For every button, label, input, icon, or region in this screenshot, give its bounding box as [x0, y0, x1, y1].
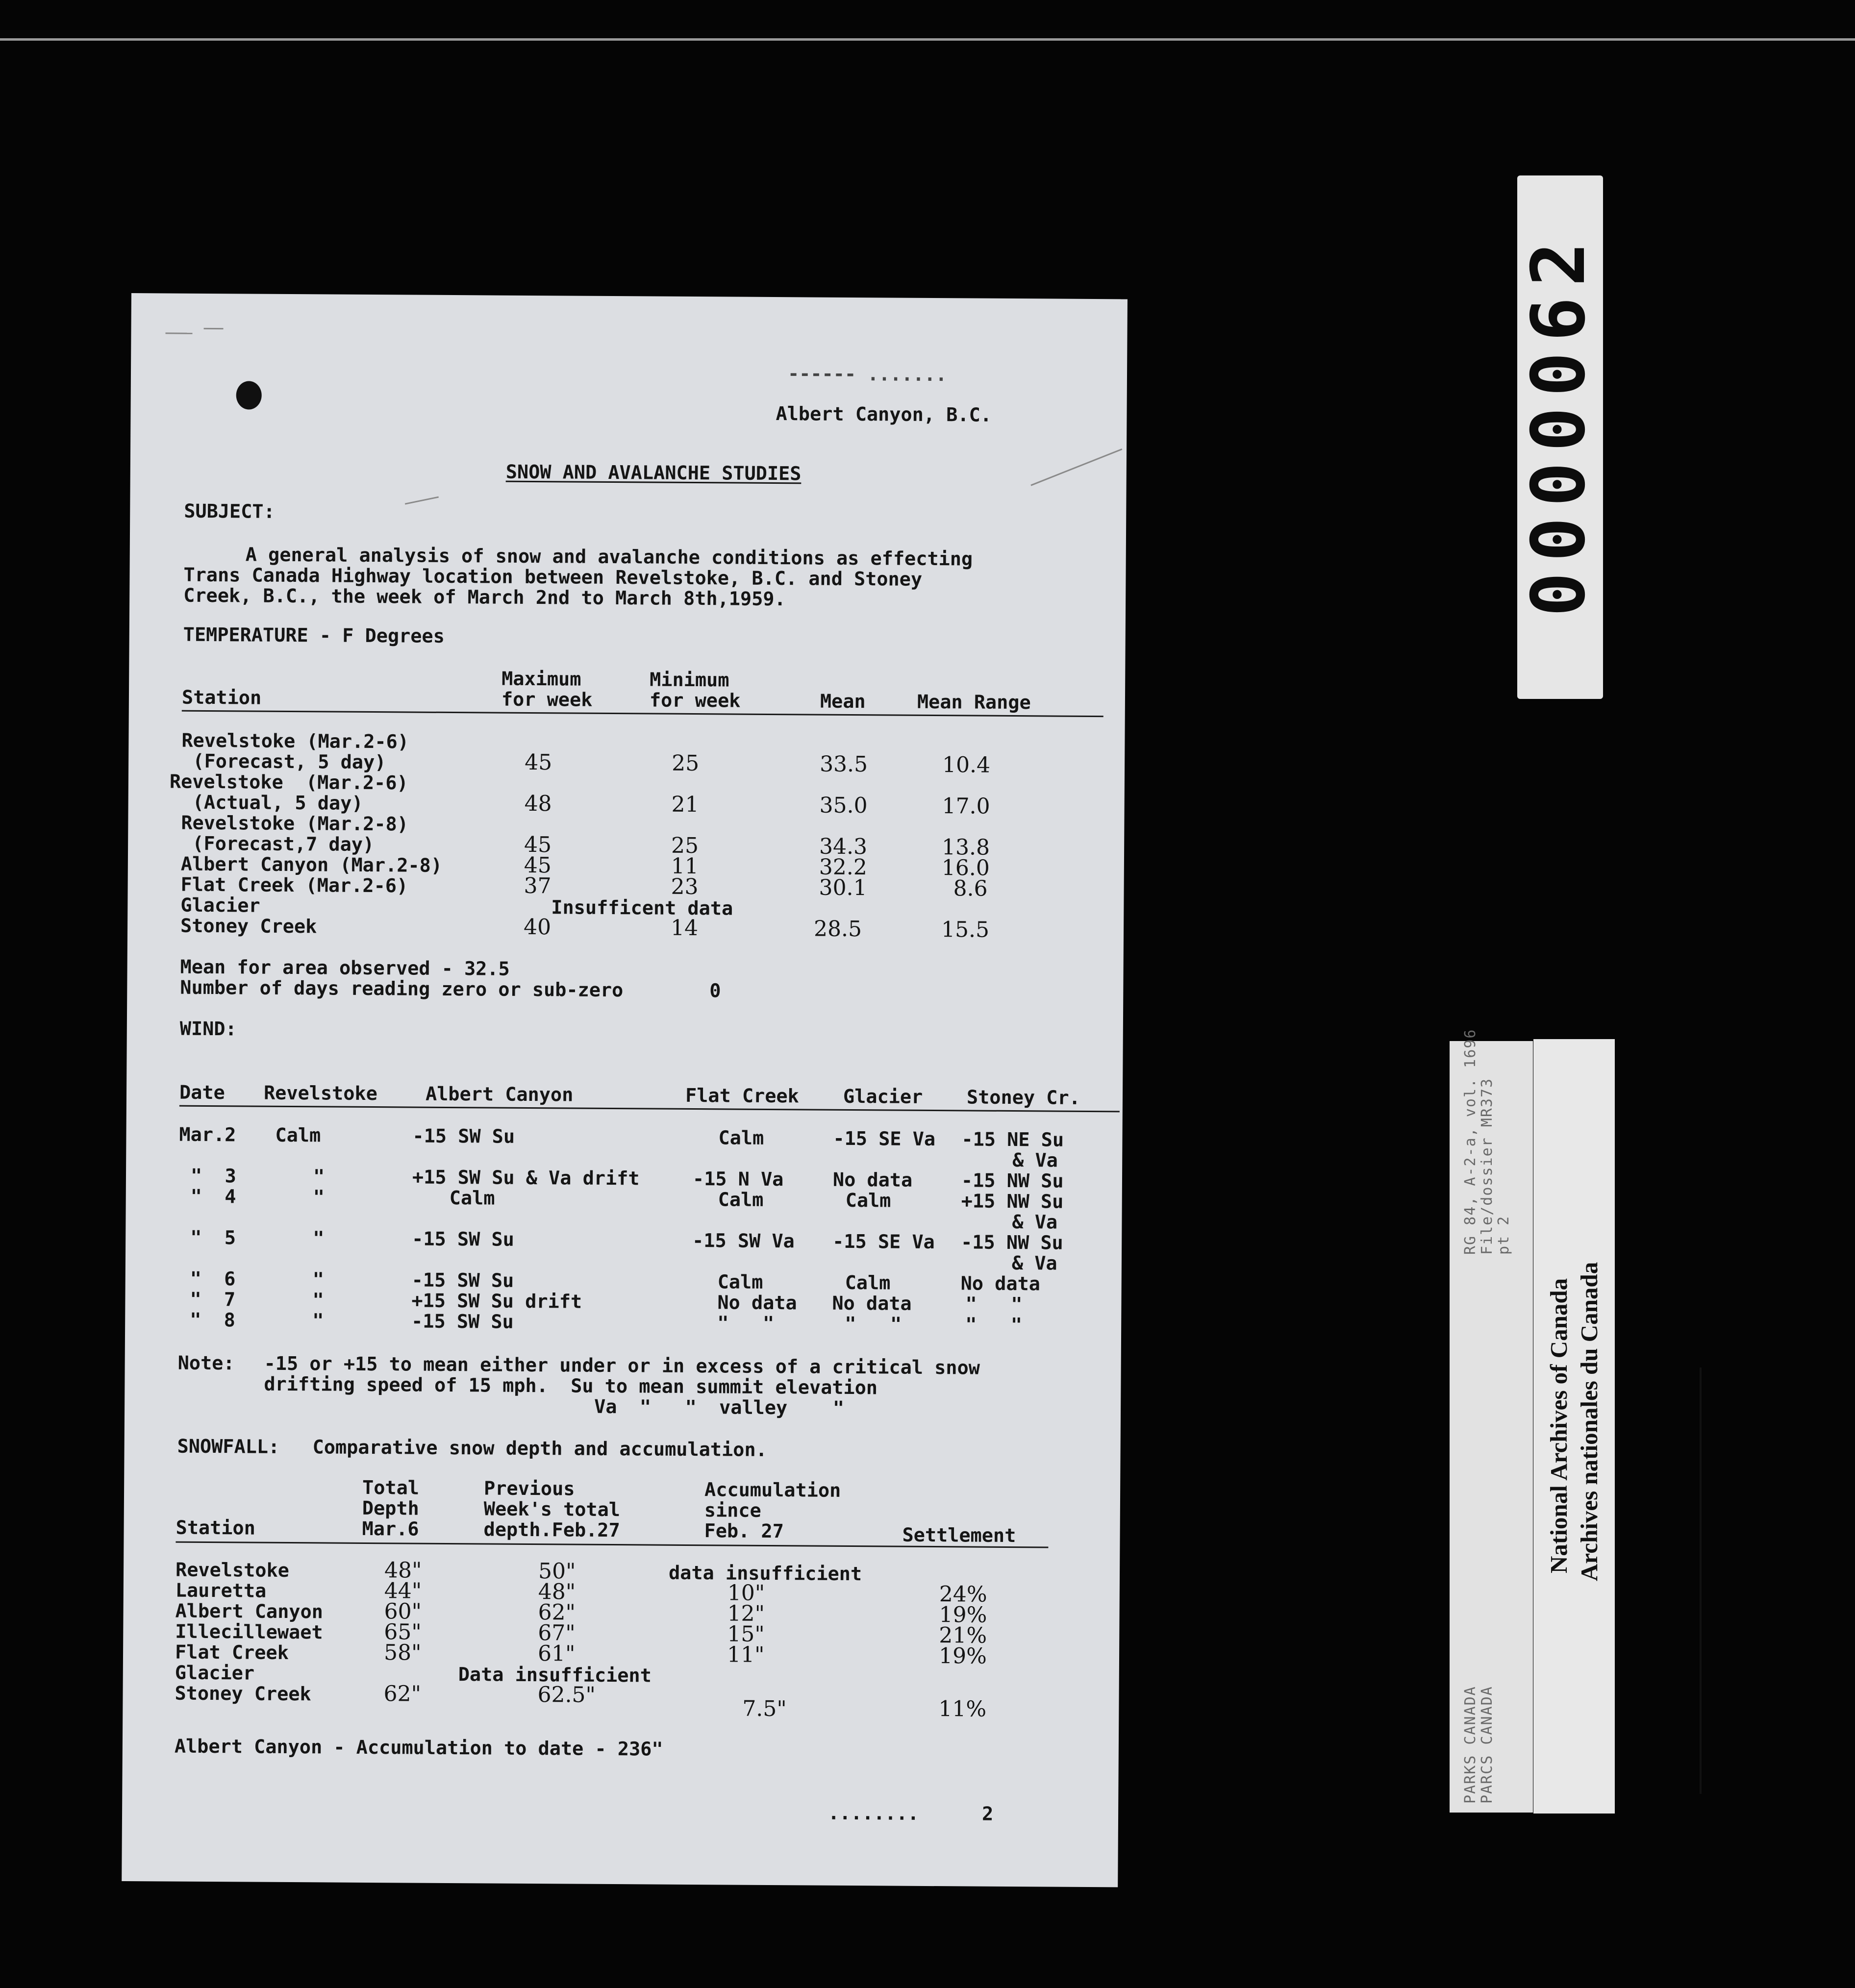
- wind-cell: Calm: [275, 1124, 321, 1147]
- snow-revelstoke-note: data insufficient: [668, 1562, 862, 1586]
- wind-cell: -15 NW Su: [961, 1169, 1064, 1193]
- wind-cell: " 3: [190, 1165, 236, 1188]
- wind-cell: ": [313, 1227, 325, 1250]
- temp-range: 10.4: [942, 752, 991, 778]
- ink-blot: [236, 381, 262, 409]
- temperature-col-range: Mean Range: [917, 691, 1031, 714]
- snow-col-total: Depth: [362, 1497, 419, 1520]
- footer-dots: ........: [827, 1802, 919, 1825]
- wind-col-stoney-creek: Stoney Cr.: [966, 1086, 1080, 1109]
- snow-total: 65": [384, 1619, 422, 1645]
- wind-col-flat-creek: Flat Creek: [685, 1084, 799, 1108]
- snowfall-heading: SNOWFALL:: [177, 1435, 280, 1458]
- wind-col-glacier: Glacier: [843, 1085, 923, 1108]
- temp-mean: 30.1: [819, 875, 867, 901]
- wind-cell: No data: [717, 1292, 797, 1315]
- snow-col-accumulation: Accumulation: [704, 1479, 841, 1502]
- snow-settlement: 11%: [938, 1696, 987, 1722]
- temp-station: (Forecast, 5 day): [181, 750, 386, 774]
- reference-line: pt 2: [1495, 1215, 1512, 1255]
- snow-accum: 12": [727, 1601, 765, 1626]
- wind-col-albert-canyon: Albert Canyon: [425, 1083, 574, 1106]
- temperature-col-station: Station: [181, 686, 262, 709]
- top-border-line: [0, 38, 1855, 41]
- wind-cell: -15 SW Su: [411, 1310, 514, 1333]
- wind-note-line: drifting speed of 15 mph. Su to mean summit elevation: [264, 1373, 878, 1399]
- wind-cell: " ": [965, 1293, 1023, 1316]
- snow-settlement: 19%: [939, 1602, 987, 1628]
- document-page: [122, 293, 1128, 1887]
- temperature-col-max: Maximum: [501, 668, 581, 691]
- archives-name-en: National Archives of Canada: [1545, 1278, 1572, 1573]
- wind-cell: +15 SW Su drift: [411, 1290, 582, 1313]
- zero-days-label: Number of days reading zero or sub-zero: [180, 976, 624, 1002]
- wind-cell: -15 SW Su: [412, 1228, 514, 1251]
- snow-col-station: Station: [175, 1516, 256, 1540]
- wind-cell: +15 NW Su: [961, 1190, 1064, 1213]
- location: Albert Canyon, B.C.: [776, 403, 992, 426]
- accumulation-to-date: Albert Canyon - Accumulation to date - 236": [174, 1735, 663, 1761]
- stray-mark: [204, 328, 224, 329]
- archives-name-fr: Archives nationales du Canada: [1576, 1262, 1603, 1581]
- temp-station: Albert Canyon (Mar.2-8): [180, 853, 443, 877]
- temp-min: 25: [672, 750, 700, 776]
- snow-accum: 11": [727, 1642, 765, 1667]
- wind-cell: -15 NW Su: [961, 1231, 1063, 1254]
- snow-previous: 48": [538, 1579, 576, 1605]
- temp-station: Flat Creek (Mar.2-6): [180, 873, 408, 897]
- mean-for-area: Mean for area observed - 32.5: [180, 956, 510, 980]
- wind-cell: -15 SE Va: [833, 1127, 936, 1151]
- reference-line: File/dossier MR373: [1479, 1077, 1496, 1255]
- snow-previous: 62": [538, 1600, 576, 1625]
- wind-cell: -15 N Va: [692, 1168, 784, 1191]
- snow-total: 62": [383, 1681, 421, 1707]
- wind-cell: No data: [832, 1168, 913, 1192]
- document-title: SNOW AND AVALANCHE STUDIES: [505, 461, 802, 485]
- temp-station: Revelstoke (Mar.2-8): [181, 812, 409, 836]
- stray-mark: [1030, 448, 1122, 486]
- wind-cell: -15 SW Va: [692, 1230, 795, 1253]
- stray-mark: [165, 332, 192, 334]
- wind-cell: " ": [965, 1314, 1023, 1337]
- snow-previous: 62.5": [537, 1682, 596, 1708]
- wind-cell: Calm: [717, 1271, 763, 1293]
- wind-cell: -15 SW Su: [411, 1269, 514, 1292]
- subject-line: Trans Canada Highway location between Revelstoke, B.C. and Stoney: [183, 564, 923, 591]
- snow-station: Albert Canyon: [175, 1600, 324, 1623]
- wind-cell: +15 SW Su & Va drift: [412, 1166, 640, 1190]
- temp-station: (Forecast,7 day): [181, 832, 375, 856]
- wind-cell: " 7: [190, 1288, 236, 1311]
- wind-cell: No data: [960, 1272, 1041, 1295]
- snow-total: 58": [383, 1640, 422, 1665]
- snow-station: Lauretta: [175, 1579, 267, 1602]
- temp-station: (Actual, 5 day): [181, 791, 363, 815]
- snow-accum: 10": [727, 1580, 765, 1606]
- snow-station: Illecillewaet: [175, 1620, 323, 1644]
- wind-cell: ": [313, 1166, 325, 1188]
- reference-line: RG 84, A-2-a, vol. 1696: [1462, 1028, 1479, 1255]
- temp-mean: 35.0: [819, 793, 868, 819]
- zero-days-value: 0: [709, 980, 721, 1002]
- frame-number: 0000062: [1516, 231, 1602, 617]
- snow-glacier-note: Data insufficient: [458, 1664, 652, 1687]
- temp-range: 16.0: [941, 855, 990, 881]
- wind-cell: Calm: [718, 1189, 764, 1211]
- snow-col-previous: Week's total: [483, 1498, 621, 1521]
- temp-mean: 34.3: [819, 834, 868, 860]
- temperature-col-min: Minimum: [650, 669, 729, 692]
- wind-heading: WIND:: [179, 1018, 237, 1041]
- snow-station: Flat Creek: [175, 1641, 289, 1665]
- wind-cell: & Va: [1011, 1252, 1057, 1275]
- snow-accum: 7.5": [742, 1696, 787, 1722]
- temp-min: 23: [671, 874, 699, 900]
- temp-glacier-note: Insufficent data: [551, 896, 733, 920]
- snow-station: Revelstoke: [175, 1559, 290, 1582]
- subject-line: Creek, B.C., the week of March 2nd to March 8th,1959.: [183, 584, 786, 611]
- wind-cell: " ": [717, 1312, 775, 1335]
- temperature-col-mean: Mean: [820, 690, 866, 713]
- snowfall-subheading: Comparative snow depth and accumulation.: [312, 1436, 767, 1461]
- wind-note-line: -15 or +15 to mean either under or in excess of a critical snow: [264, 1352, 980, 1379]
- label-divider-line: [1700, 1367, 1702, 1794]
- snow-col-total: Total: [362, 1476, 420, 1499]
- temp-station: Glacier: [180, 894, 260, 917]
- snow-col-total: Mar.6: [362, 1517, 419, 1541]
- parks-canada-line: PARKS CANADA: [1462, 1686, 1479, 1804]
- temp-mean: 32.2: [819, 854, 867, 880]
- snow-col-accumulation: Feb. 27: [704, 1520, 784, 1543]
- wind-cell: Calm: [449, 1187, 495, 1210]
- snow-settlement: 19%: [938, 1643, 987, 1669]
- wind-cell: " 6: [190, 1267, 236, 1291]
- wind-cell: " 4: [190, 1185, 236, 1208]
- temp-range: 13.8: [941, 835, 990, 860]
- snow-col-accumulation: since: [704, 1499, 761, 1522]
- wind-col-date: Date: [179, 1081, 225, 1104]
- temp-max: 40: [523, 914, 551, 940]
- wind-cell: Calm: [718, 1127, 764, 1149]
- temp-min: 25: [671, 833, 699, 859]
- stray-mark: [405, 497, 439, 505]
- snow-previous: 61": [537, 1641, 576, 1666]
- temp-min: 14: [670, 915, 699, 941]
- temp-station: Stoney Creek: [180, 915, 317, 938]
- wind-cell: " ": [845, 1313, 902, 1336]
- wind-cell: Calm: [845, 1271, 891, 1294]
- temperature-col-min: for week: [649, 689, 741, 712]
- snow-settlement: 24%: [939, 1582, 987, 1607]
- snow-station: Glacier: [175, 1662, 255, 1685]
- temp-max: 45: [525, 749, 552, 775]
- temp-range: 8.6: [953, 876, 988, 901]
- snow-col-previous: Previous: [483, 1477, 575, 1500]
- temperature-col-max: for week: [501, 688, 593, 711]
- temp-min: 21: [671, 792, 699, 818]
- snow-station: Stoney Creek: [175, 1682, 311, 1706]
- temp-max: 45: [524, 852, 552, 878]
- temp-max: 48: [524, 791, 552, 817]
- snow-previous: 67": [538, 1620, 576, 1646]
- snow-total: 60": [384, 1599, 422, 1624]
- wind-cell: & Va: [1012, 1211, 1058, 1234]
- snow-settlement: 21%: [939, 1623, 987, 1648]
- temp-max: 45: [524, 832, 552, 858]
- temp-range: 17.0: [942, 794, 990, 819]
- temp-min: 11: [671, 853, 699, 879]
- snow-col-previous: depth.Feb.27: [483, 1518, 620, 1542]
- wind-cell: -15 SE Va: [832, 1230, 935, 1254]
- wind-note-line: Va " " valley ": [594, 1395, 845, 1419]
- wind-cell: -15 NE Su: [961, 1128, 1064, 1151]
- temp-station: Revelstoke (Mar.2-6): [181, 729, 409, 753]
- wind-cell: " 5: [190, 1226, 236, 1249]
- temp-mean: 28.5: [813, 916, 862, 942]
- snow-accum: 15": [727, 1621, 765, 1647]
- parks-canada-line: PARCS CANADA: [1479, 1686, 1496, 1804]
- temp-max: 37: [524, 873, 551, 899]
- subject-label: SUBJECT:: [184, 500, 275, 523]
- subject-line: A general analysis of snow and avalanche conditions as effecting: [245, 544, 973, 571]
- wind-cell: " 8: [190, 1309, 236, 1332]
- wind-cell: ": [312, 1268, 325, 1291]
- page-number: 2: [981, 1803, 994, 1825]
- wind-note-label: Note:: [177, 1352, 235, 1375]
- snow-total: 48": [384, 1558, 422, 1583]
- wind-cell: & Va: [1012, 1149, 1058, 1172]
- temperature-heading: TEMPERATURE - F Degrees: [183, 623, 445, 647]
- snow-previous: 50": [538, 1559, 576, 1584]
- temp-range: 15.5: [941, 917, 990, 943]
- temp-mean: 33.5: [819, 751, 868, 777]
- snow-col-settlement: Settlement: [902, 1524, 1016, 1547]
- snow-total: 44": [384, 1578, 422, 1604]
- temp-station: Revelstoke (Mar.2-6): [169, 770, 408, 795]
- wind-cell: Calm: [845, 1189, 891, 1212]
- wind-cell: Mar.2: [179, 1123, 236, 1146]
- wind-cell: -15 SW Su: [412, 1125, 515, 1148]
- wind-cell: ": [312, 1289, 324, 1312]
- wind-col-revelstoke: Revelstoke: [263, 1082, 377, 1105]
- wind-cell: No data: [832, 1292, 912, 1315]
- wind-cell: ": [312, 1310, 324, 1332]
- header-top-text: ------ .......: [787, 363, 947, 386]
- wind-cell: ": [313, 1186, 325, 1209]
